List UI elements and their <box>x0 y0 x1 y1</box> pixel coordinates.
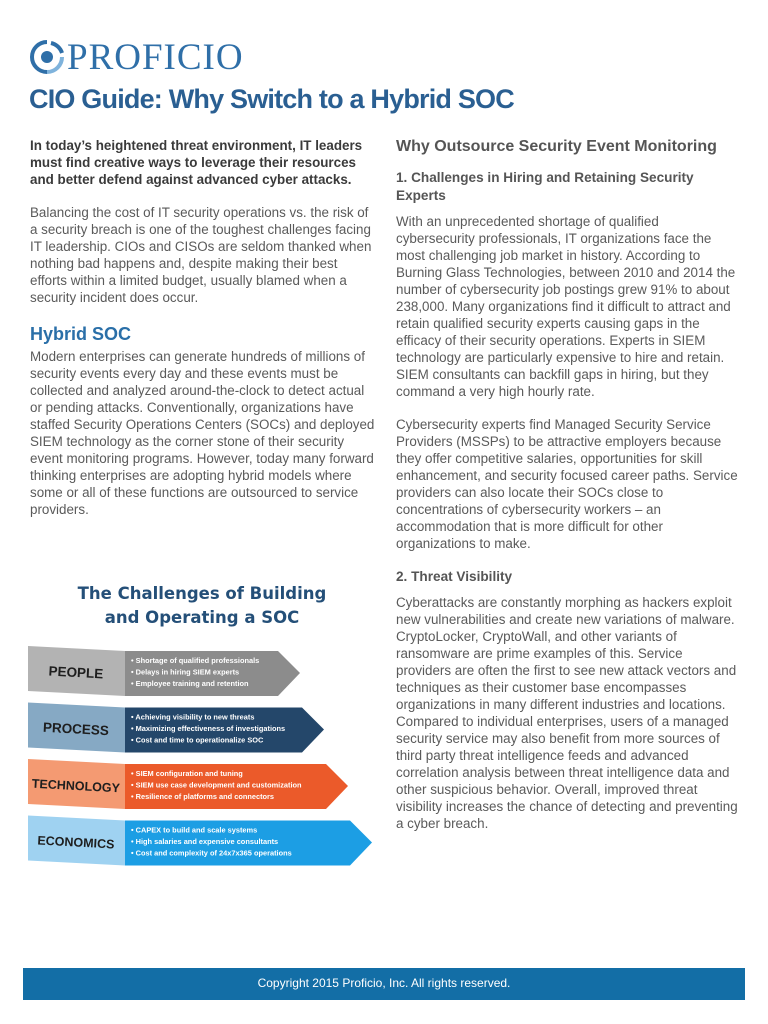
threat-visibility-paragraph: Cyberattacks are constantly morphing as hackers exploit new vulnerabilities and create new variations of malware. CryptoLocker, CryptoWall, and other variants of ransomware are prime examples of this. Service providers are often the first to see new attack vectors and techniques as their customer base encompasses organizations in many different industries and locations. Compared to individual enterprises, users of a managed security service may also benefit from more sources of third party threat intelligence feeds and advanced correlation analysis between threat intelligence data and other suspicious behavior. Overall, improved threat visibility increases the chance of detecting and preventing a cyber breach. <box>396 595 738 831</box>
row-bullet: • SIEM configuration and tuning <box>131 769 243 778</box>
proficio-logo <box>29 36 244 78</box>
threat-visibility-subheading: 2. Threat Visibility <box>396 569 513 584</box>
row-label-economics: ECONOMICS <box>37 833 115 852</box>
infographic-row-process <box>28 703 324 753</box>
left-column <box>30 137 376 518</box>
intro-paragraph: Balancing the cost of IT security operations vs. the risk of a security breach is one of the toughest challenges facing IT leadership. CIOs and CISOs are seldom thanked when nothing bad happens and, despite making their best efforts within a limited budget, usually blamed when a security incident does occur. <box>30 205 372 305</box>
infographic-row-people <box>28 646 300 696</box>
footer-bar <box>23 968 745 1000</box>
logo-text: PROFICIO <box>67 36 244 78</box>
row-label-process: PROCESS <box>42 719 110 739</box>
row-label-people: PEOPLE <box>48 663 104 682</box>
row-bullet: • Employee training and retention <box>131 679 249 688</box>
row-bullet: • CAPEX to build and scale systems <box>131 825 258 835</box>
infographic-rows <box>28 646 376 870</box>
hiring-paragraph-1: With an unprecedented shortage of qualified cybersecurity professionals, IT organizations face the most challenging job market in history. According to Burning Glass Technologies, between 2010 and 2014 the number of cybersecurity job postings grew 91% to about 238,000. Many organizations find it difficult to attract and retain qualified security experts causing gaps in the efficacy of their security operations. Experts in SIEM technology are particularly expensive to hire and retain. SIEM consultants can backfill gaps in hiring, but they command a very high hourly rate. <box>396 214 736 399</box>
hiring-subheading: 1. Challenges in Hiring and Retaining Security Experts <box>396 170 694 203</box>
row-bullet: • Resilience of platforms and connectors <box>131 792 275 801</box>
row-label-technology: TECHNOLOGY <box>31 776 121 796</box>
lead-paragraph: In today’s heightened threat environment, IT leaders must find creative ways to leverage their resources and better defend against advanced cyber attacks. <box>30 138 363 187</box>
row-bullet: • Achieving visibility to new threats <box>131 712 255 722</box>
row-bullet: • Delays in hiring SIEM experts <box>131 667 240 677</box>
outsource-heading: Why Outsource Security Event Monitoring <box>396 138 717 155</box>
row-bullet: • Shortage of qualified professionals <box>131 656 260 665</box>
logo-mark-icon <box>29 39 65 75</box>
infographic-row-technology <box>28 759 348 809</box>
row-bullet: • High salaries and expensive consultants <box>131 837 279 846</box>
hybrid-soc-heading: Hybrid SOC <box>30 324 132 344</box>
right-column <box>396 136 741 832</box>
row-bullet: • Maximizing effectiveness of investigations <box>131 724 286 733</box>
soc-challenges-infographic <box>28 582 376 872</box>
infographic-title-line2: and Operating a SOC <box>104 608 300 627</box>
row-bullet: • Cost and time to operationalize SOC <box>131 735 264 745</box>
document-title: CIO Guide: Why Switch to a Hybrid SOC <box>29 84 514 114</box>
hybrid-soc-paragraph: Modern enterprises can generate hundreds of millions of security events every day and these events must be collected and analyzed around-the-clock to detect actual or pending attacks. Conventionally, organizations have staffed Security Operations Centers (SOCs) and deployed SIEM technology as the corner stone of their security event monitoring programs. However, today many forward thinking enterprises are adopting hybrid models where some or all of these functions are outsourced to service providers. <box>30 349 375 517</box>
infographic-row-economics <box>28 816 372 866</box>
row-bullet: • SIEM use case development and customization <box>131 780 302 790</box>
hiring-paragraph-2: Cybersecurity experts find Managed Security Service Providers (MSSPs) to be attractive employers because they offer competitive salaries, opportunities for skill enhancement, and security focused career paths. Service providers can also locate their SOCs close to concentrations of cybersecurity workers – an accommodation that is more difficult for other organizations to make. <box>396 417 738 551</box>
infographic-title-line1: The Challenges of Building <box>77 584 327 603</box>
copyright-text: Copyright 2015 Proficio, Inc. All rights reserved. <box>257 976 511 990</box>
row-bullet: • Cost and complexity of 24x7x365 operations <box>131 848 292 858</box>
